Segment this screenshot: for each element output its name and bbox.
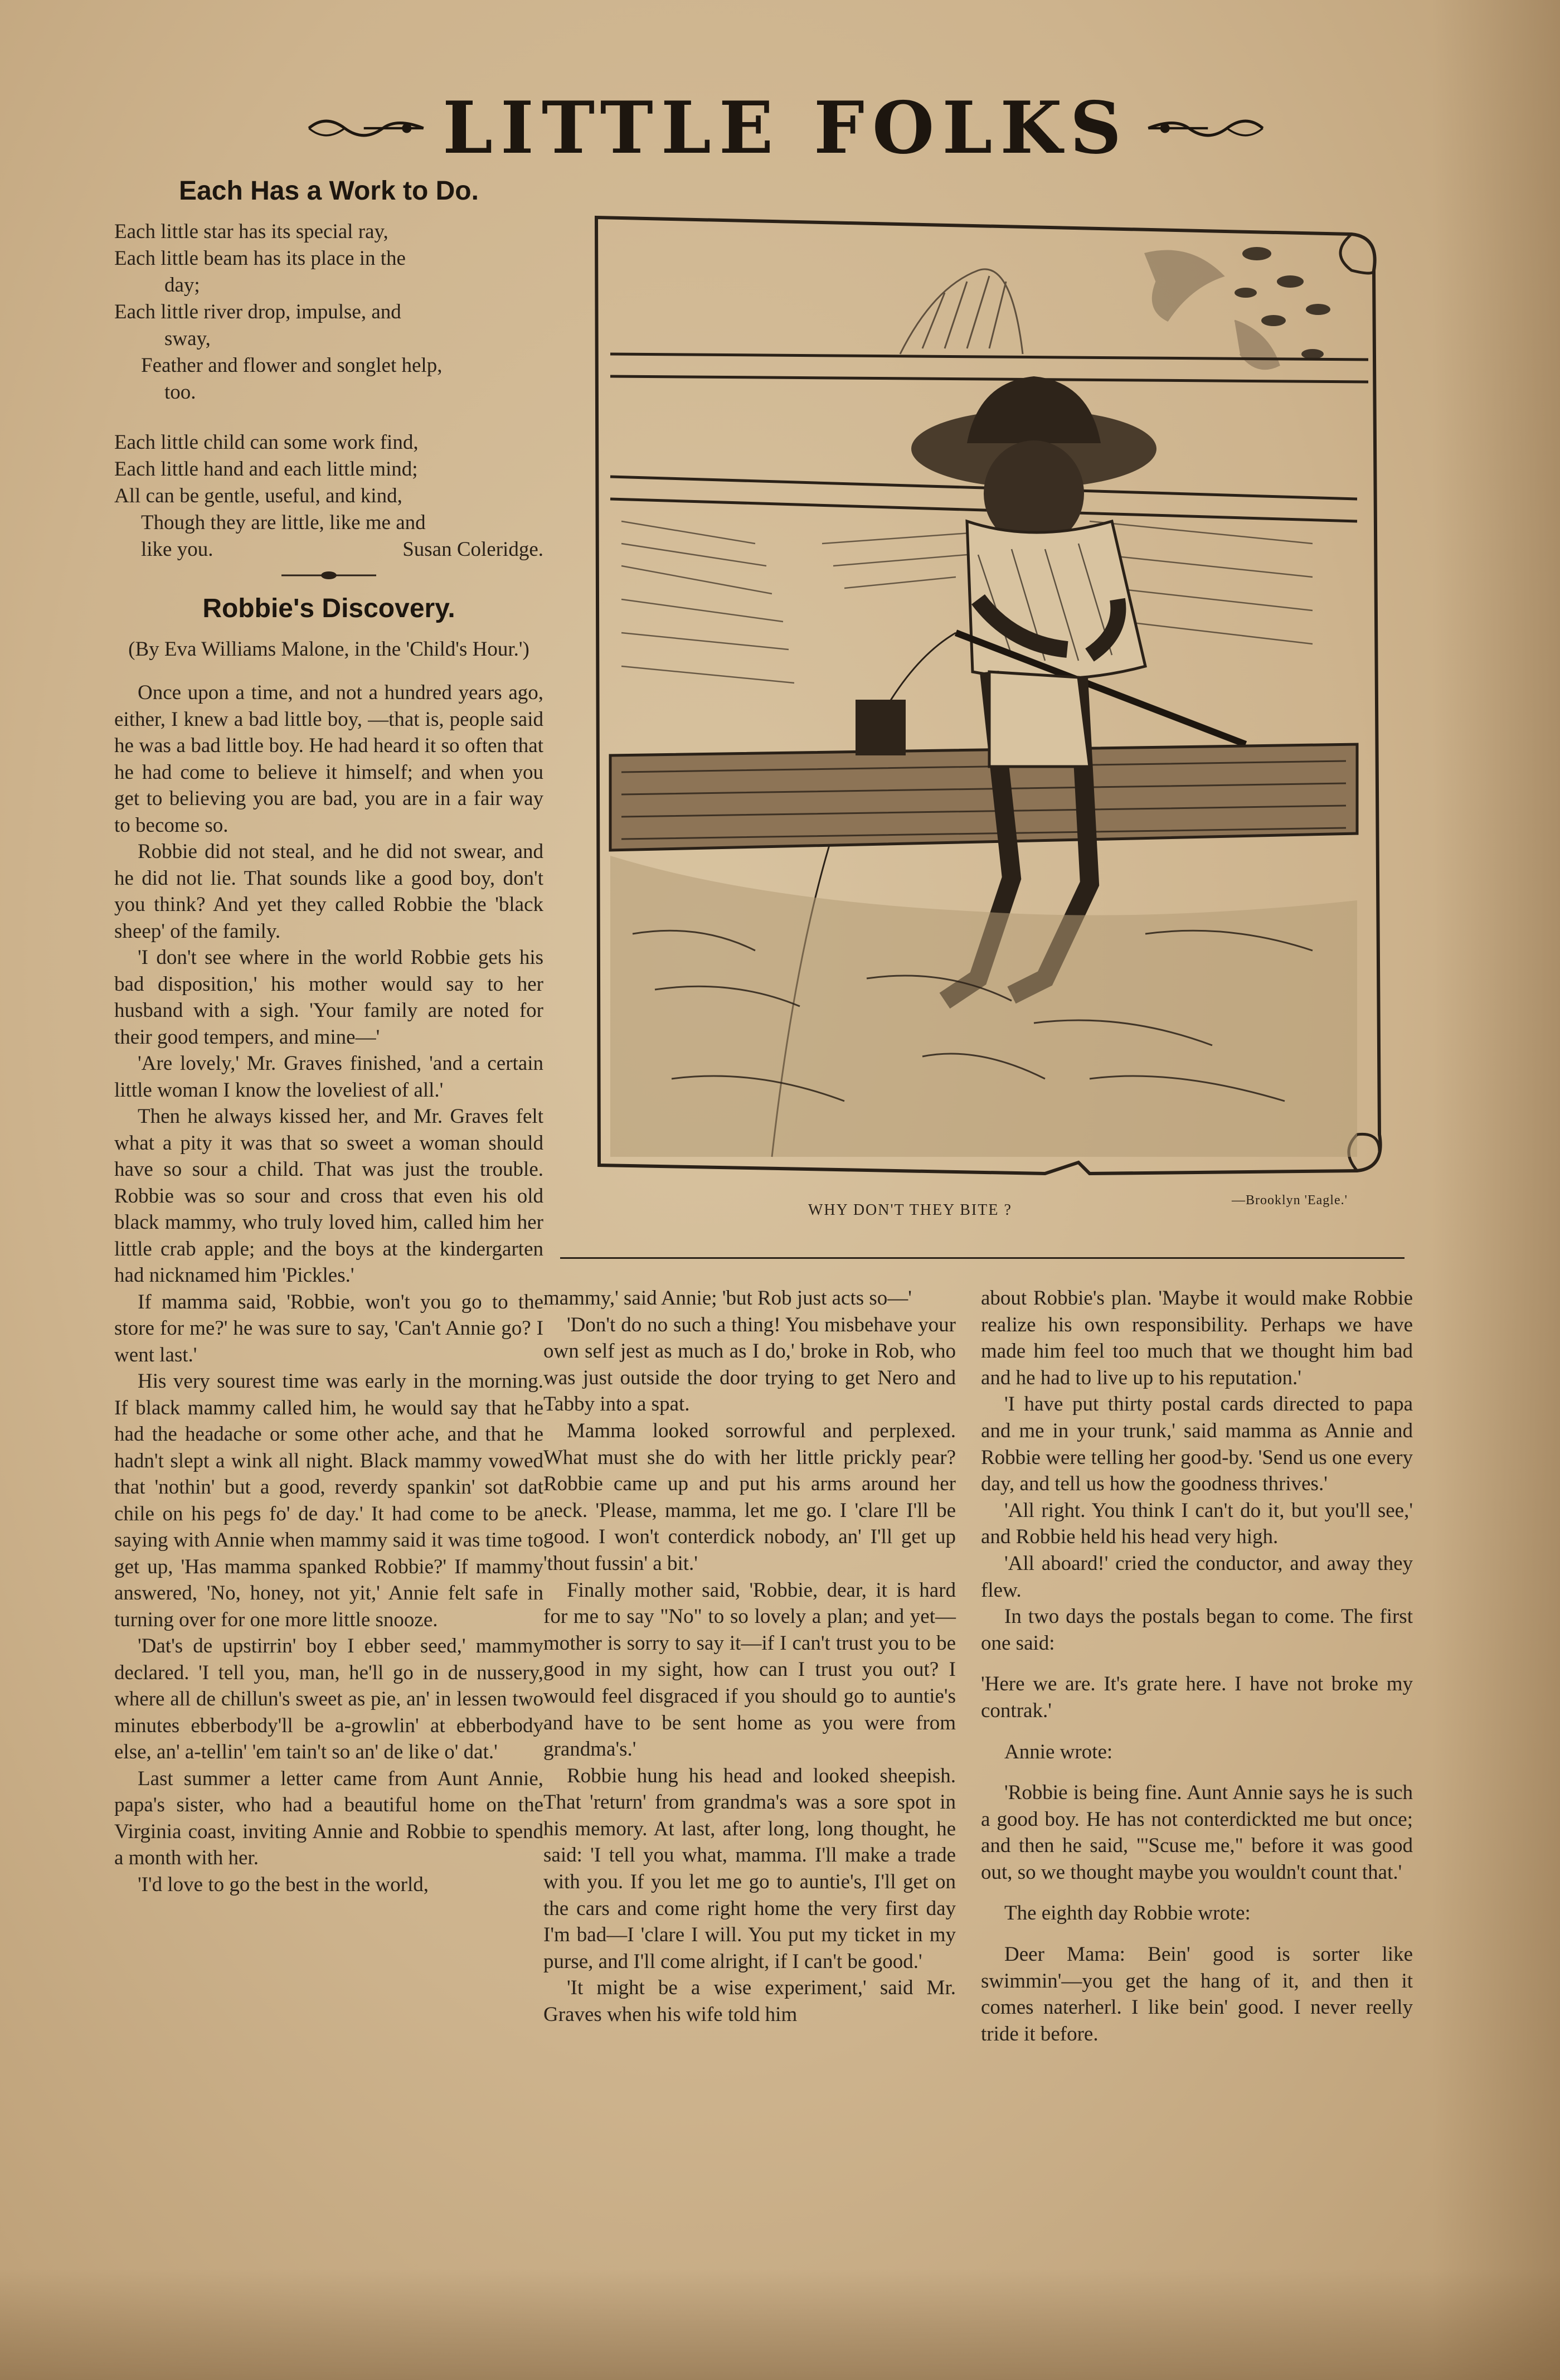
masthead (307, 81, 1265, 176)
illustration-boy-fishing (588, 209, 1393, 1182)
poem-line: Each little hand and each little mind; (114, 458, 418, 481)
illustration-caption: WHY DON'T THEY BITE ? (808, 1201, 1012, 1219)
story-paragraph: 'Are lovely,' Mr. Graves finished, 'and a certain little woman I know the loveliest of all.' (114, 1052, 543, 1102)
story-paragraph: 'I don't see where in the world Robbie gets his bad disposition,' his mother would say to her husband with a sigh. 'Your family are noted for their good tempers, and mine—' (114, 946, 543, 1049)
ornament-divider-icon (281, 570, 376, 581)
right-column (981, 1285, 1413, 2047)
story-paragraph: Once upon a time, and not a hundred years ago, either, I knew a bad little boy, —that is, people said he was a bad little boy. He had heard it so often that he had come to believe it himself; and when you get to believing you are bad, you are in a fair way to become so. (114, 681, 543, 837)
illustration-credit: —Brooklyn 'Eagle.' (1232, 1193, 1348, 1208)
story-heading: Robbie's Discovery. (202, 594, 455, 623)
story-paragraph: Finally mother said, 'Robbie, dear, it is hard for me to say "No" to so lovely a plan; and yet—mother is sorry to say it—if I can't trust you to be good in my sight, how can I trust you out? I would feel disgraced if you should go to auntie's and have to be sent home as you were from grandma's.' (543, 1578, 956, 1761)
poem-stanza-2 (114, 429, 543, 563)
story-paragraph: Robbie did not steal, and he did not swear, and he did not lie. That sounds like a good boy, don't you think? And yet they called Robbie the 'black sheep' of the family. (114, 840, 543, 943)
poem-line: Each little star has its special ray, (114, 220, 388, 243)
story-paragraph: 'All right. You think I can't do it, but you'll see,' and Robbie held his head very high. (981, 1499, 1413, 1549)
story-paragraph: 'I have put thirty postal cards directed to papa and me in your trunk,' said mamma as Annie and Robbie were telling her good-by. 'Send us one every day, and tell us how the goodness thrives.' (981, 1393, 1413, 1496)
story-paragraph: 'I'd love to go the best in the world, (138, 1873, 429, 1896)
poem-author: Susan Coleridge. (402, 538, 543, 561)
page-bottom-shadow (0, 2268, 1560, 2380)
page-edge-shadow (1432, 0, 1560, 2380)
poem-line: Each little beam has its place in the (114, 247, 406, 270)
poem-line: sway, (164, 327, 211, 350)
story-paragraph: Annie wrote: (1004, 1740, 1113, 1763)
story-paragraph: 'It might be a wise experiment,' said Mr. Graves when his wife told him (543, 1976, 956, 2027)
poem-line: Each little child can some work find, (114, 431, 419, 454)
left-column (114, 176, 543, 1898)
poem-line: like you. (141, 538, 213, 561)
story-paragraph: His very sourest time was early in the morning. If black mammy called him, he would say that he had the headache or some other ache, and that he hadn't slept a wink all night. Black mammy vowed that 'nothin' but a good, reverdy spankin' sot dat chile on his pegs fo' de day.' It had come to be a saying with Annie when mammy said it was time to get up, 'Has mamma spanked Robbie?' If mammy answered, 'No, honey, not yit,' Annie felt safe in turning over for one more little snooze. (114, 1370, 543, 1631)
postal-card-text: Deer Mama: Bein' good is sorter like swimmin'—you get the hang of it, and then it comes naterherl. I like bein' good. I never reelly tride it before. (981, 1943, 1413, 2045)
poem-line: day; (164, 274, 200, 297)
poem-heading: Each Has a Work to Do. (179, 176, 479, 206)
left-flourish-icon (307, 106, 426, 151)
poem-line: Though they are little, like me and (141, 511, 426, 534)
story-paragraph: 'Dat's de upstirrin' boy I ebber seed,' mammy declared. 'I tell you, man, he'll go in de nussery, where all de chillun's sweet as pie, an' in lessen two minutes ebberbody'll be a-growlin' at ebberbody else, an' a-tellin' 'em tain't so an' de like o' dat.' (114, 1635, 543, 1763)
story-paragraph: The eighth day Robbie wrote: (1004, 1902, 1251, 1925)
postal-card-text: 'Robbie is being fine. Aunt Annie says he is such a good boy. He has not conterdickted me but once; and then he said, "'Scuse me," before it was good out, so we thought maybe you wouldn't count that.' (981, 1781, 1413, 1884)
story-paragraph: Last summer a letter came from Aunt Annie, papa's sister, who had a beautiful home on the Virginia coast, inviting Annie and Robbie to spend a month with her. (114, 1767, 543, 1869)
story-paragraph: If mamma said, 'Robbie, won't you go to the store for me?' he was sure to say, 'Can't Annie go? I went last.' (114, 1290, 543, 1366)
story-byline: (By Eva Williams Malone, in the 'Child's Hour.') (128, 638, 529, 661)
poem-line: too. (164, 381, 196, 404)
poem-line: All can be gentle, useful, and kind, (114, 484, 402, 507)
story-paragraph: 'All aboard!' cried the conductor, and away they flew. (981, 1552, 1413, 1602)
story-paragraph: Mamma looked sorrowful and perplexed. What must she do with her little prickly pear? Robbie came up and put his arms around her neck. 'Please, mamma, let me go. I 'clare I'll be good. I won't conterdick nobody, an' I'll get up 'thout fussin' a bit.' (543, 1419, 956, 1575)
right-flourish-icon (1146, 106, 1265, 151)
section-rule (560, 1257, 1405, 1259)
poem-line: Feather and flower and songlet help, (141, 354, 443, 377)
story-paragraph: about Robbie's plan. 'Maybe it would make Robbie realize his own responsibility. Perhaps we have made him feel too much that we thought him bad and he had to live up to his reputation.' (981, 1287, 1413, 1389)
poem-line: Each little river drop, impulse, and (114, 300, 401, 323)
story-paragraph: In two days the postals began to come. The first one said: (981, 1605, 1413, 1655)
story-paragraph: mammy,' said Annie; 'but Rob just acts so—' (543, 1287, 912, 1310)
story-paragraph: Then he always kissed her, and Mr. Graves felt what a pity it was that so sweet a woman should have so sour a child. That was just the trouble. Robbie was so sour and cross that even his old black mammy, who truly loved him, called him her little crab apple; and the boys at the kindergarten had nicknamed him 'Pickles.' (114, 1105, 543, 1287)
poem-last-line (114, 536, 543, 563)
story-paragraph: 'Don't do no such a thing! You misbehave your own self jest as much as I do,' broke in Rob, who was just outside the door trying to get Nero and Tabby into a spat. (543, 1313, 956, 1416)
middle-column (543, 1285, 956, 2028)
masthead-title: LITTLE FOLKS (443, 86, 1129, 170)
story-paragraph: Robbie hung his head and looked sheepish. That 'return' from grandma's was a sore spot in his memory. At last, after long, long thought, he said: 'I tell you what, mamma. I'll make a trade with you. If you let me go to auntie's, I'll get on the cars and come right home the very first day I'm bad—I 'clare I will. You put my ticket in my purse, and I'll come alright, if I can't be good.' (543, 1764, 956, 1973)
postal-card-text: 'Here we are. It's grate here. I have not broke my contrak.' (981, 1673, 1413, 1722)
poem-stanza-1 (114, 219, 543, 406)
